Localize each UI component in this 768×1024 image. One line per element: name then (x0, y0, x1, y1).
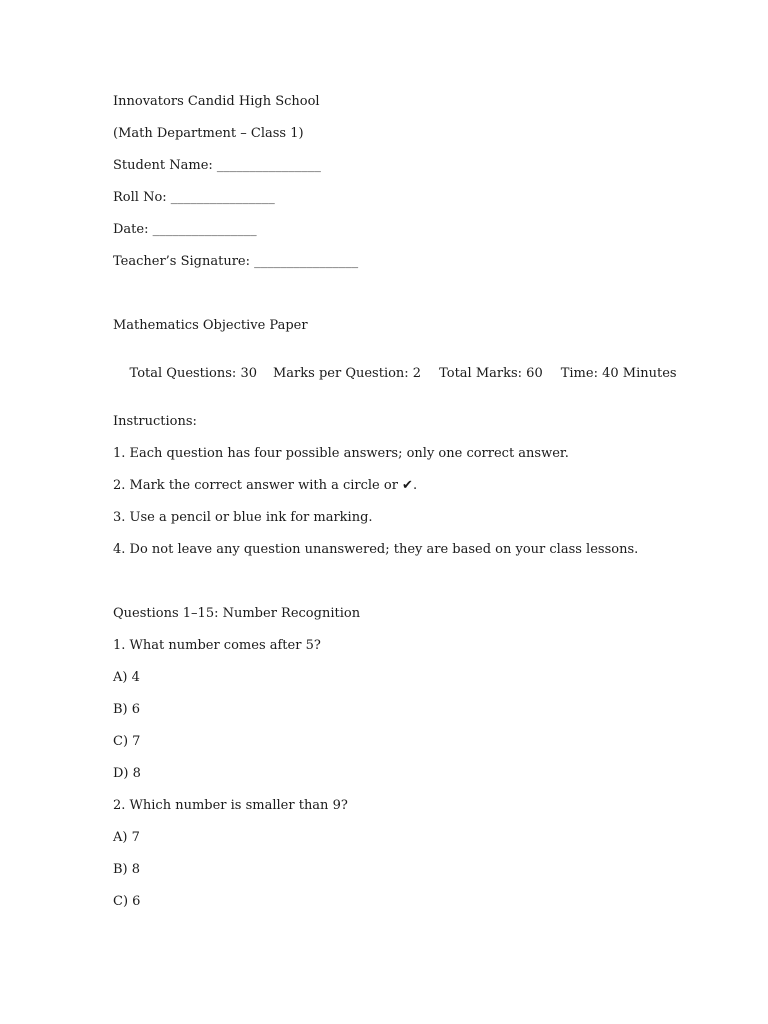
department-line: (Math Department – Class 1) (113, 126, 304, 141)
student-name-field: Student Name: ________________ (113, 158, 321, 173)
paper-stats (113, 350, 677, 398)
roll-no-field: Roll No: ________________ (113, 190, 275, 205)
school-name: Innovators Candid High School (113, 94, 320, 109)
answer-option: B) 8 (113, 862, 141, 877)
total-marks: Total Marks: 60 (439, 366, 543, 381)
question-text: 1. What number comes after 5? (113, 638, 321, 653)
teacher-signature-field: Teacher’s Signature: ________________ (113, 254, 359, 269)
instruction-item: 1. Each question has four possible answers; only one correct answer. (113, 446, 569, 461)
paper-title: Mathematics Objective Paper (113, 318, 308, 333)
instruction-item: 2. Mark the correct answer with a circle or ✔. (113, 478, 418, 493)
answer-option: B) 6 (113, 702, 141, 717)
total-questions: Total Questions: 30 (129, 366, 257, 381)
marks-per-question: Marks per Question: 2 (273, 366, 422, 381)
instruction-item: 4. Do not leave any question unanswered; they are based on your class lessons. (113, 542, 639, 557)
answer-option: C) 7 (113, 734, 141, 749)
answer-option: D) 8 (113, 766, 141, 781)
answer-option: A) 4 (113, 670, 140, 685)
instructions-heading: Instructions: (113, 414, 197, 429)
answer-option: C) 6 (113, 894, 141, 909)
instruction-item: 3. Use a pencil or blue ink for marking. (113, 510, 373, 525)
section-heading: Questions 1–15: Number Recognition (113, 606, 361, 621)
time-limit: Time: 40 Minutes (560, 366, 677, 381)
answer-option: A) 7 (113, 830, 140, 845)
date-field: Date: ________________ (113, 222, 257, 237)
question-text: 2. Which number is smaller than 9? (113, 798, 348, 813)
